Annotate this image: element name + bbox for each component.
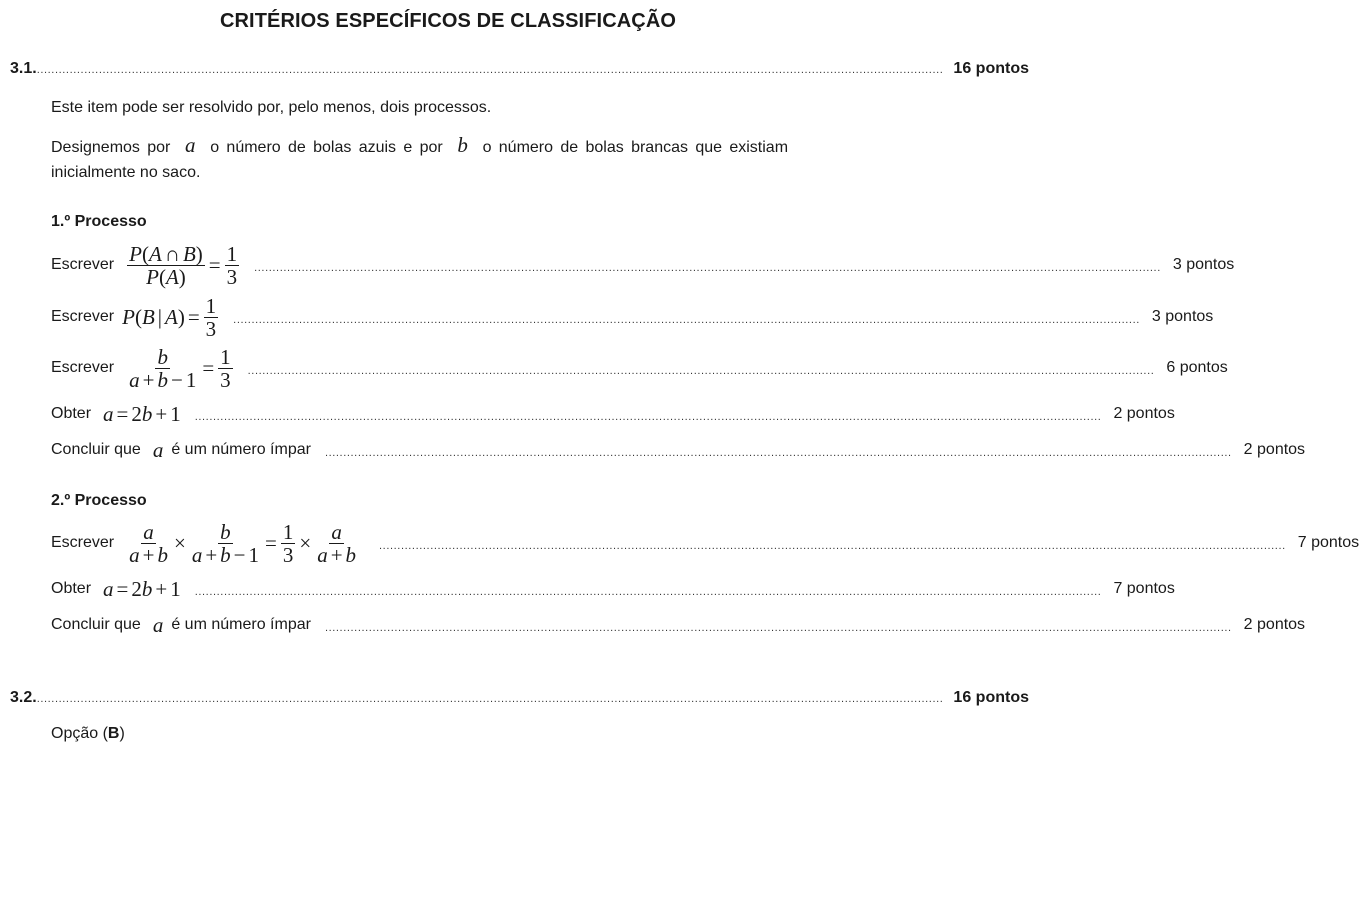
step-points: 7 pontos: [1297, 534, 1359, 551]
fraction: $\frac{1}{3}$: [226, 241, 238, 289]
process-1-step-5: [51, 436, 1306, 464]
item-points: 16 pontos: [953, 689, 1029, 706]
fraction: $\frac{a}{a + b}$: [317, 519, 357, 567]
item-3-1-header: [10, 60, 1029, 78]
designation-part2: o número de bolas azuis e por: [210, 139, 443, 156]
step-points: 6 pontos: [1166, 359, 1228, 376]
process-1-step-1: [51, 240, 1235, 290]
step-label: Escrever: [51, 359, 115, 376]
leader-dots: ........................................................................................................................................................................................................................................................: [36, 693, 944, 705]
step-points: 3 pontos: [1151, 308, 1214, 325]
fraction: $\frac{a}{a + b}$: [129, 519, 168, 567]
step-label: Obter: [51, 405, 92, 422]
step-label-after: é um número ímpar: [171, 616, 311, 633]
leader-dots: ........................................................................................................................................................................................................................................................: [324, 622, 1232, 634]
process-1-step-3: [51, 344, 1228, 392]
item-3-2-answer: Opção (B): [51, 725, 125, 742]
var-b: b: [457, 133, 468, 157]
step-label: Concluir que: [51, 616, 141, 633]
var-a: a: [185, 133, 196, 157]
process-1-step-2: [51, 293, 1214, 341]
intro-text: Este item pode ser resolvido por, pelo menos, dois processos.: [51, 99, 492, 116]
item-number: 3.2.: [10, 689, 37, 706]
step-expression: $\frac{P(A \cap B)}{P(A)}$ = $\frac{1}{3}$: [129, 241, 238, 289]
item-3-2-header: [10, 689, 1029, 707]
process-2-step-3: [51, 611, 1306, 639]
step-expression: $\frac{a}{a + b}$ × $\frac{b}{a + b - 1}$ = $\frac{1}{3}$ × $\frac{a}{a + b}$: [129, 519, 357, 567]
step-points: 3 pontos: [1172, 256, 1235, 273]
fraction: $\frac{P(A \cap B)}{P(A)}$: [129, 241, 203, 289]
fraction: $\frac{b}{a + b - 1}$: [129, 344, 197, 392]
item-points: 16 pontos: [953, 60, 1029, 77]
fraction: $\frac{1}{3}$: [220, 344, 231, 392]
designation-text: [51, 133, 788, 185]
fraction: $\frac{b}{a + b - 1}$: [191, 519, 259, 567]
leader-dots: ........................................................................................................................................................................................................................................................: [379, 540, 1286, 552]
process-1-heading: 1.º Processo: [51, 213, 147, 230]
step-points: 2 pontos: [1243, 616, 1306, 633]
leader-dots: ........................................................................................................................................................................................................................................................: [233, 314, 1140, 326]
leader-dots: ........................................................................................................................................................................................................................................................: [36, 64, 944, 76]
leader-dots: ........................................................................................................................................................................................................................................................: [247, 365, 1155, 377]
step-expression: a: [152, 437, 164, 462]
designation-part1: Designemos por: [51, 139, 171, 156]
page-title: CRITÉRIOS ESPECÍFICOS DE CLASSIFICAÇÃO: [219, 10, 677, 32]
answer-option: B: [107, 725, 120, 742]
step-expression: a = 2 b + 1: [103, 401, 181, 426]
leader-dots: ........................................................................................................................................................................................................................................................: [194, 586, 1102, 598]
process-2-step-1: [51, 519, 1359, 567]
step-expression: a: [152, 612, 164, 637]
process-2-step-2: [51, 575, 1175, 603]
step-expression: a = 2 b + 1: [103, 576, 181, 601]
step-expression: P ( B | A ) = $\frac{1}{3}$: [122, 293, 217, 341]
fraction: $\frac{1}{3}$: [205, 293, 217, 341]
designation-part3: o número de bolas brancas que existiam inicialmente no saco.: [51, 139, 789, 181]
step-expression: $\frac{b}{a + b - 1}$ = $\frac{1}{3}$: [129, 344, 231, 392]
step-points: 2 pontos: [1113, 405, 1175, 422]
step-label-after: é um número ímpar: [171, 441, 311, 458]
answer-label: Opção: [51, 725, 99, 742]
step-points: 7 pontos: [1113, 580, 1175, 597]
leader-dots: ........................................................................................................................................................................................................................................................: [254, 262, 1161, 274]
leader-dots: ........................................................................................................................................................................................................................................................: [324, 447, 1232, 459]
step-label: Escrever: [51, 308, 115, 325]
step-label: Escrever: [51, 534, 115, 551]
process-2-heading: 2.º Processo: [51, 492, 147, 509]
step-label: Escrever: [51, 256, 115, 273]
fraction: $\frac{1}{3}$: [282, 519, 294, 567]
step-label: Obter: [51, 580, 92, 597]
item-number: 3.1.: [10, 60, 37, 77]
step-points: 2 pontos: [1243, 441, 1306, 458]
step-label: Concluir que: [51, 441, 141, 458]
leader-dots: ........................................................................................................................................................................................................................................................: [194, 411, 1102, 423]
process-1-step-4: [51, 400, 1175, 428]
